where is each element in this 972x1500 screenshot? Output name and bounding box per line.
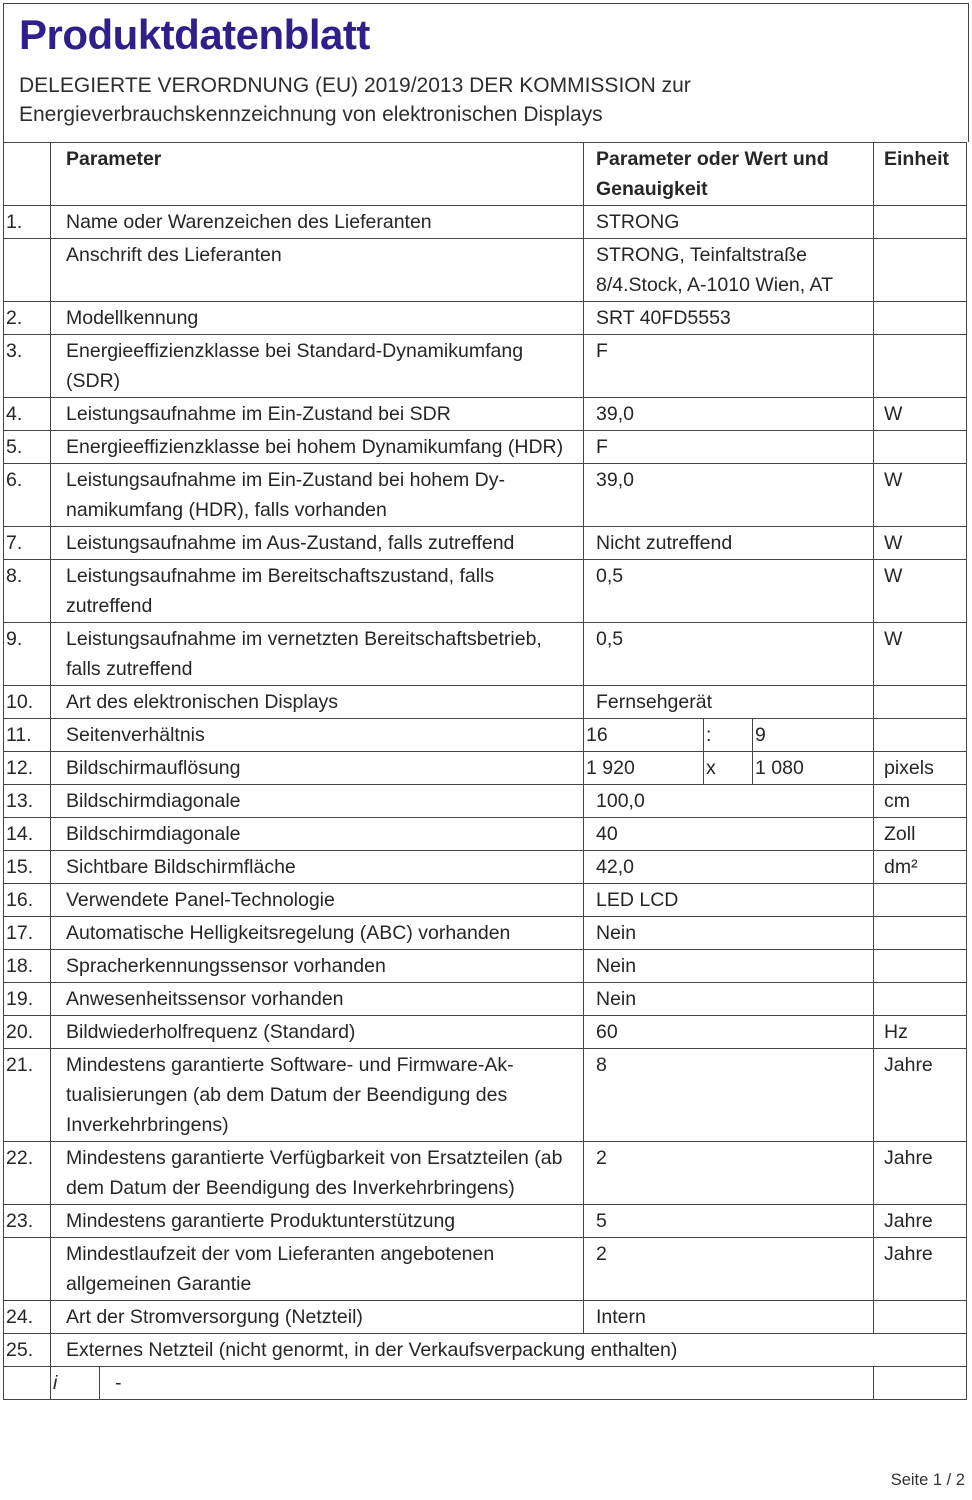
row-value: 42,0 [584,851,874,884]
row-number: 17. [4,917,51,950]
table-row [4,983,967,1016]
row-value: 2 [584,1238,874,1301]
row-parameter: Bildschirmdiagonale [51,785,584,818]
row-parameter: Art der Stromversorgung (Netzteil) [51,1301,584,1334]
row-parameter: Verwendete Panel-Technologie [51,884,584,917]
header-unit: Einheit [874,143,967,206]
row-number: 19. [4,983,51,1016]
row-number: 14. [4,818,51,851]
table-row [4,950,967,983]
row-parameter: Bildschirmdiagonale [51,818,584,851]
title-block [3,3,969,142]
row-value-separator: x [704,752,753,785]
row-unit [874,335,967,398]
row-unit [874,302,967,335]
row-value-part-2: 9 [753,719,874,752]
subtitle-line-1: DELEGIERTE VERORDNUNG (EU) 2019/2013 DER KOMMISSION zur [19,74,691,97]
row-unit [874,884,967,917]
header-value: Parameter oder Wert und Genauigkeit [584,143,874,206]
table-row [4,623,967,686]
row-parameter: Bildschirmauflösung [51,752,584,785]
row-parameter: Energieeffizienzklasse bei Standard-Dynamikumfang (SDR) [51,335,584,398]
header-parameter: Parameter [51,143,584,206]
row-number: 20. [4,1016,51,1049]
row-value: 39,0 [584,464,874,527]
info-icon: i [51,1367,100,1400]
row-number: 5. [4,431,51,464]
table-row [4,1301,967,1334]
datasheet-table [3,142,967,1400]
row-unit [874,1367,967,1400]
row-number: 7. [4,527,51,560]
row-value: Fernsehgerät [584,686,874,719]
row-value-part-2: 1 080 [753,752,874,785]
row-number: 18. [4,950,51,983]
row-parameter: Mindestlaufzeit der vom Lieferanten angebotenen allgemeinen Garantie [51,1238,584,1301]
row-number [4,1238,51,1301]
row-number: 12. [4,752,51,785]
row-value: STRONG, Teinfaltstraße 8/4.Stock, A-1010 Wien, AT [584,239,874,302]
row-number: 13. [4,785,51,818]
row-value: Intern [584,1301,874,1334]
row-unit: Jahre [874,1205,967,1238]
document-page [3,3,969,1400]
table-row [4,527,967,560]
row-number [4,1367,51,1400]
table-row [4,335,967,398]
row-unit [874,431,967,464]
page-title: Produktdatenblatt [19,11,370,58]
table-row [4,719,967,752]
row-parameter: Leistungsaufnahme im Aus-Zustand, falls zutreffend [51,527,584,560]
row-number: 16. [4,884,51,917]
row-parameter: Art des elektronischen Displays [51,686,584,719]
row-unit [874,206,967,239]
row-unit: W [874,398,967,431]
row-value: SRT 40FD5553 [584,302,874,335]
row-value: 40 [584,818,874,851]
row-parameter: Anwesenheitssensor vorhanden [51,983,584,1016]
row-number: 11. [4,719,51,752]
row-parameter: Leistungsaufnahme im Ein-Zustand bei hohem Dynamikumfang (HDR), falls vorhanden [51,464,584,527]
row-value: 60 [584,1016,874,1049]
row-unit [874,983,967,1016]
row-value: F [584,431,874,464]
row-unit: cm [874,785,967,818]
row-value: 0,5 [584,560,874,623]
row-number: 25. [4,1334,51,1367]
row-parameter: Leistungsaufnahme im Bereitschaftszustand, falls zutreffend [51,560,584,623]
row-parameter: Automatische Helligkeitsregelung (ABC) vorhanden [51,917,584,950]
row-unit: Jahre [874,1049,967,1142]
row-number: 15. [4,851,51,884]
row-value: 5 [584,1205,874,1238]
row-parameter: Seitenverhältnis [51,719,584,752]
table-row [4,1049,967,1142]
table-row [4,560,967,623]
row-unit: Hz [874,1016,967,1049]
row-parameter: Modellkennung [51,302,584,335]
row-value-separator: : [704,719,753,752]
row-number: 21. [4,1049,51,1142]
subtitle-line-2: Energieverbrauchskennzeichnung von elektronischen Displays [19,103,603,126]
row-parameter: Mindestens garantierte Software- und Firmware-Aktualisierungen (ab dem Datum der Beendigung des Inverkehrbringens) [51,1049,584,1142]
row-unit [874,917,967,950]
row-parameter: Leistungsaufnahme im Ein-Zustand bei SDR [51,398,584,431]
row-unit: W [874,623,967,686]
row-unit [874,719,967,752]
row-value: 39,0 [584,398,874,431]
row-parameter: Energieeffizienzklasse bei hohem Dynamikumfang (HDR) [51,431,584,464]
row-number: 6. [4,464,51,527]
row-value-part-1: 1 920 [584,752,704,785]
row-value-part-1: 16 [584,719,704,752]
row-unit [874,686,967,719]
row-number: 24. [4,1301,51,1334]
table-row [4,1205,967,1238]
row-parameter: Sichtbare Bildschirmfläche [51,851,584,884]
row-value: Nein [584,917,874,950]
row-number: 23. [4,1205,51,1238]
table-row [4,851,967,884]
row-parameter: Bildwiederholfrequenz (Standard) [51,1016,584,1049]
row-unit [874,950,967,983]
row-parameter: Mindestens garantierte Verfügbarkeit von Ersatzteilen (ab dem Datum der Beendigung des Inverkehrbringens) [51,1142,584,1205]
row-parameter: Spracherkennungssensor vorhanden [51,950,584,983]
row-unit: W [874,560,967,623]
table-row [4,1238,967,1301]
table-row-footnote [4,1367,967,1400]
row-unit: dm² [874,851,967,884]
row-parameter-full-span: Externes Netzteil (nicht genormt, in der Verkaufsverpackung enthalten) [51,1334,967,1367]
page-number: Seite 1 / 2 [890,1471,965,1489]
row-parameter: Name oder Warenzeichen des Lieferanten [51,206,584,239]
table-row [4,917,967,950]
table-row [4,302,967,335]
table-row [4,818,967,851]
row-unit [874,1301,967,1334]
row-number: 9. [4,623,51,686]
row-unit: Jahre [874,1142,967,1205]
row-number: 22. [4,1142,51,1205]
table-row [4,1142,967,1205]
table-row [4,884,967,917]
row-number: 4. [4,398,51,431]
row-number: 3. [4,335,51,398]
table-row [4,239,967,302]
row-unit: pixels [874,752,967,785]
row-value: 8 [584,1049,874,1142]
row-parameter: Leistungsaufnahme im vernetzten Bereitschaftsbetrieb, falls zutreffend [51,623,584,686]
table-row [4,686,967,719]
header-corner [4,143,51,206]
footnote-value: - [100,1367,874,1400]
row-value: F [584,335,874,398]
row-value: STRONG [584,206,874,239]
row-parameter: Anschrift des Lieferanten [51,239,584,302]
table-row [4,785,967,818]
table-header-row [4,143,967,206]
row-unit: W [874,464,967,527]
row-number [4,239,51,302]
table-row [4,1016,967,1049]
row-value: LED LCD [584,884,874,917]
row-value: 100,0 [584,785,874,818]
row-unit: W [874,527,967,560]
table-row [4,431,967,464]
table-row [4,464,967,527]
row-number: 8. [4,560,51,623]
table-row [4,1334,967,1367]
row-value: 0,5 [584,623,874,686]
table-row [4,398,967,431]
row-unit [874,239,967,302]
row-number: 2. [4,302,51,335]
row-value: Nein [584,983,874,1016]
row-number: 1. [4,206,51,239]
row-value: Nicht zutreffend [584,527,874,560]
row-number: 10. [4,686,51,719]
row-value: 2 [584,1142,874,1205]
table-row [4,206,967,239]
row-value: Nein [584,950,874,983]
row-unit: Zoll [874,818,967,851]
row-unit: Jahre [874,1238,967,1301]
row-parameter: Mindestens garantierte Produktunterstützung [51,1205,584,1238]
table-row [4,752,967,785]
